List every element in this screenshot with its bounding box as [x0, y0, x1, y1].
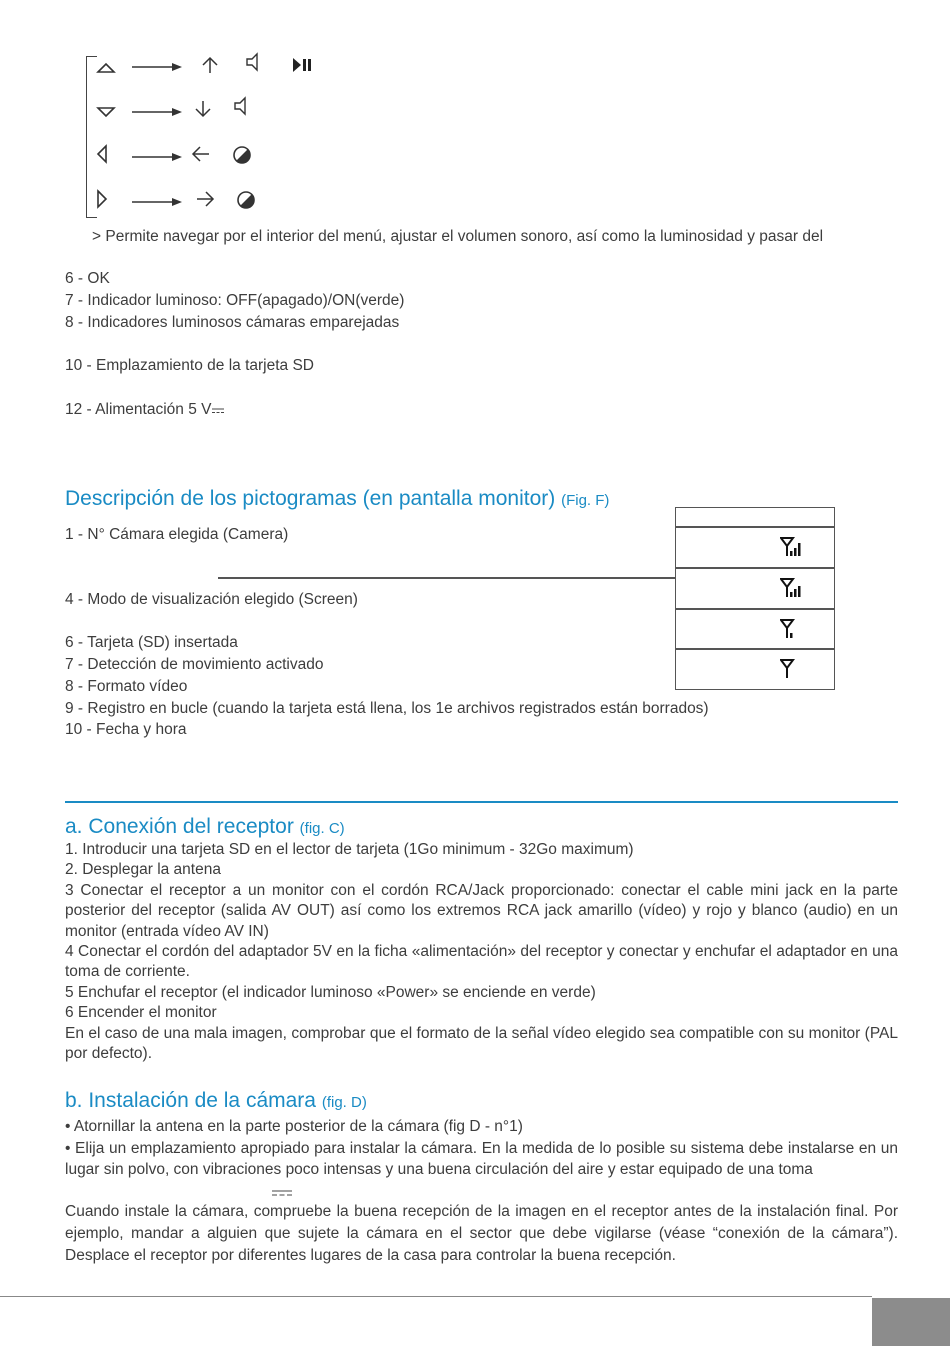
pictogram-item-1: 1 - N° Cámara elegida (Camera): [65, 526, 289, 543]
section-a-body: [65, 840, 898, 1064]
pictogram-item-7: 7 - Detección de movimiento activado: [65, 656, 324, 673]
signal-table-header: [675, 507, 835, 528]
pictogram-item-4: 4 - Modo de visualización elegido (Screen): [65, 591, 358, 608]
section-a-line-6: 6 Encender el monitor: [65, 1004, 217, 1022]
section-a-line-7: En el caso de una mala imagen, comprobar que el formato de la señal vídeo elegido sea compatible con su monitor (PAL por defecto).: [65, 1024, 898, 1063]
footer-rule: [0, 1296, 872, 1297]
arrow-right-long-icon: [130, 105, 184, 119]
triangle-down-icon: [96, 104, 116, 120]
arrow-right-icon: [195, 190, 215, 208]
section-b-title: b. Instalación de la cámara: [65, 1089, 316, 1112]
section-a-line-1: 1. Introducir una tarjeta SD en el lector de tarjeta (1Go minimum - 32Go maximum): [65, 841, 634, 858]
dc-symbol-icon: [271, 1188, 293, 1198]
triangle-up-icon: [96, 60, 116, 76]
receiver-item-8: 8 - Indicadores luminosos cámaras emparejadas: [65, 314, 400, 331]
section-b-fig-ref: (fig. D): [321, 1094, 367, 1111]
dc-symbol-icon: [211, 405, 225, 415]
signal-row-4: [675, 526, 835, 569]
section-a-line-2: 2. Desplegar la antena: [65, 861, 221, 879]
arrow-right-long-icon: [130, 195, 184, 209]
pictograms-fig-ref: (Fig. F): [561, 492, 610, 509]
section-b-bullet-1: • Atornillar la antena en la parte posterior de la cámara (fig D - n°1): [65, 1118, 523, 1135]
receiver-item-6: 6 - OK: [65, 270, 110, 287]
section-b-paragraph: Cuando instale la cámara, compruebe la buena recepción de la imagen en el receptor antes de la instalación final. Por ejemplo, mandar a alguien que sujete la cámara en el sector que debe vigilarse (véase “conexión de la cámara”). Desplace el receptor por diferentes lugares de la casa para controlar la buena recepción.: [65, 1203, 898, 1264]
arrow-up-icon: [200, 56, 220, 74]
section-a-line-3: 3 Conectar el receptor a un monitor con el cordón RCA/Jack proporcionado: conectar el cable mini jack en la parte posterior del receptor (salida AV OUT) así como los extremos RCA jack amarillo (vídeo) y rojo y blanco (audio) en un monitor (entrada vídeo AV IN): [65, 881, 898, 940]
receiver-item-12: [65, 399, 225, 421]
pictograms-heading: [65, 487, 609, 511]
signal-row-1: [675, 648, 835, 690]
arrow-down-icon: [193, 100, 213, 118]
pictograms-title: Descripción de los pictogramas (en pantalla monitor): [65, 487, 556, 510]
section-a-line-4: 4 Conectar el cordón del adaptador 5V en la ficha «alimentación» del receptor y conectar y enchufar el adaptador en una toma de corriente.: [65, 943, 898, 981]
signal-row-2: [675, 608, 835, 650]
brightness-icon: [236, 190, 256, 210]
leader-line: [218, 577, 676, 579]
section-a-heading: [65, 815, 345, 839]
receiver-item-10: 10 - Emplazamiento de la tarjeta SD: [65, 357, 314, 374]
arrow-left-icon: [191, 145, 211, 163]
pictogram-item-8: 8 - Formato vídeo: [65, 678, 188, 695]
play-pause-icon: [292, 57, 314, 73]
signal-2-bars-icon: [780, 618, 804, 640]
signal-row-3: [675, 567, 835, 610]
brightness-icon: [232, 145, 252, 165]
pictogram-item-6: 6 - Tarjeta (SD) insertada: [65, 634, 238, 651]
signal-4-bars-icon: [780, 536, 804, 558]
section-a-fig-ref: (fig. C): [299, 820, 345, 837]
volume-icon: [244, 52, 260, 72]
triangle-right-icon: [94, 189, 110, 209]
section-b-bullets: [65, 1116, 898, 1181]
pictogram-item-9: 9 - Registro en bucle (cuando la tarjeta está llena, los 1e archivos registrados están borrados): [65, 700, 709, 717]
nav-note: > Permite navegar por el interior del menú, ajustar el volumen sonoro, así como la luminosidad y pasar del: [92, 228, 824, 245]
receiver-item-12-text: 12 - Alimentación 5 V: [65, 401, 212, 418]
receiver-item-7: 7 - Indicador luminoso: OFF(apagado)/ON(verde): [65, 292, 405, 309]
arrow-right-long-icon: [130, 60, 184, 74]
volume-icon: [232, 96, 248, 116]
triangle-left-icon: [94, 144, 110, 164]
section-divider: [65, 801, 898, 803]
arrow-right-long-icon: [130, 150, 184, 164]
pictogram-item-10: 10 - Fecha y hora: [65, 721, 187, 738]
page-corner-tab: [872, 1298, 950, 1346]
signal-1-bar-icon: [780, 658, 804, 680]
section-a-line-5: 5 Enchufar el receptor (el indicador luminoso «Power» se enciende en verde): [65, 983, 596, 1001]
section-b-bullet-2: • Elija un emplazamiento apropiado para instalar la cámara. En la medida de lo posible su sistema debe instalarse en un lugar sin polvo, con vibraciones poco intensas y una buena circulación del aire y estar equipado de una toma: [65, 1139, 898, 1178]
section-a-title: a. Conexión del receptor: [65, 815, 294, 838]
signal-3-bars-icon: [780, 577, 804, 599]
section-b-heading: [65, 1089, 367, 1113]
